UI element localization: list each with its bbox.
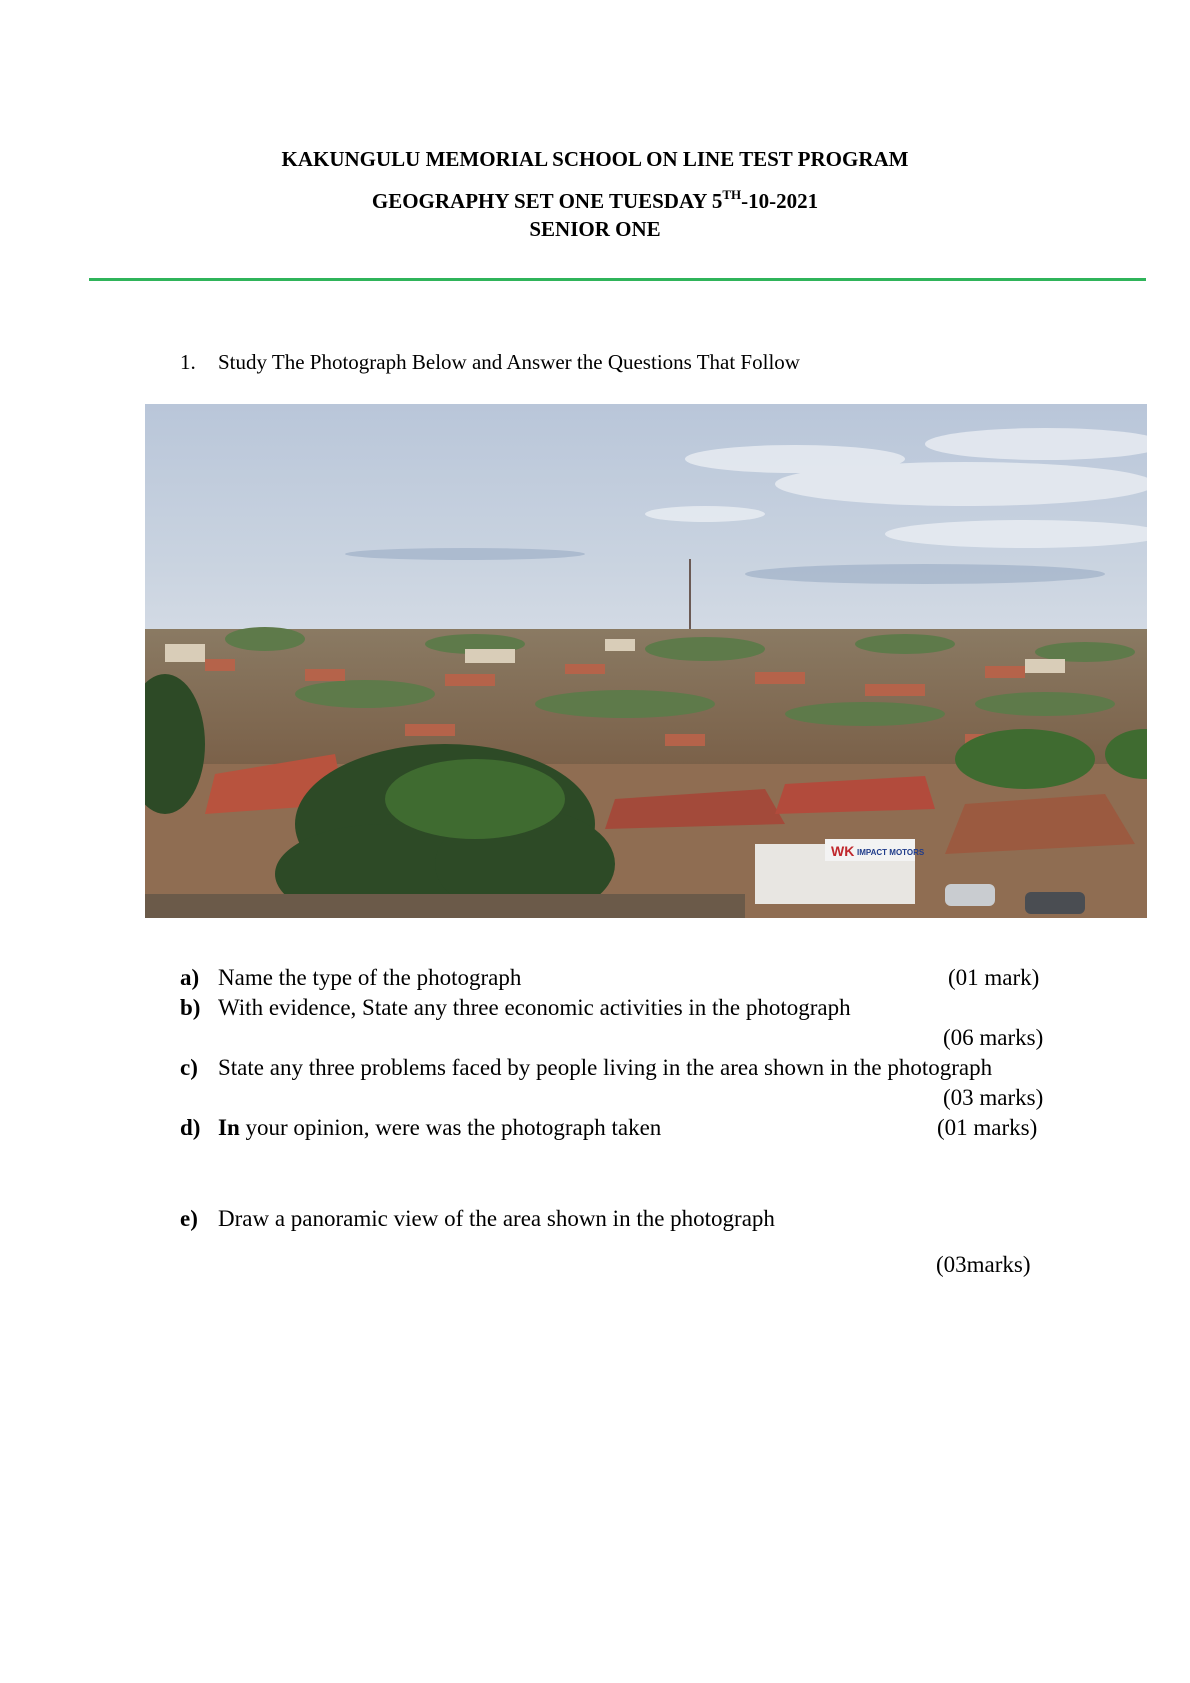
- marks-e: (03marks): [936, 1252, 1031, 1277]
- subquestion-text: Name the type of the photograph: [218, 965, 522, 990]
- marks-a: (01 mark): [948, 965, 1040, 990]
- subquestion-text: Draw a panoramic view of the area shown in the photograph: [218, 1206, 775, 1231]
- subquestion-label: d): [180, 1115, 201, 1140]
- subquestion-text: With evidence, State any three economic activities in the photograph: [218, 995, 851, 1020]
- subquestion-a: [180, 964, 521, 992]
- question-number: 1.: [180, 350, 196, 374]
- city-photograph: [145, 404, 1147, 918]
- exam-title: [0, 188, 1190, 214]
- subquestion-text: your opinion, were was the photograph taken: [239, 1115, 662, 1140]
- marks-c: (03 marks): [943, 1085, 1044, 1110]
- marks-d: (01 marks): [937, 1115, 1038, 1140]
- school-title: KAKUNGULU MEMORIAL SCHOOL ON LINE TEST PROGRAM: [281, 147, 909, 171]
- subquestion-d: [180, 1114, 661, 1142]
- subquestion-label: b): [180, 995, 201, 1020]
- exam-title-date: -10-2021: [741, 189, 819, 213]
- marks-b: (06 marks): [943, 1025, 1044, 1050]
- header-divider: [89, 278, 1146, 281]
- exam-title-prefix: GEOGRAPHY SET ONE TUESDAY 5: [371, 189, 723, 213]
- exam-title-ordinal: TH: [722, 187, 742, 202]
- subquestion-label: e): [180, 1206, 198, 1231]
- question-1: [180, 349, 800, 375]
- subquestion-e: [180, 1205, 775, 1233]
- subquestion-lead: In: [218, 1115, 240, 1140]
- subquestion-b: [180, 994, 851, 1022]
- question-text: Study The Photograph Below and Answer the Questions That Follow: [218, 350, 800, 374]
- sign-text-big: WK: [831, 843, 855, 859]
- subquestion-label: a): [180, 965, 200, 990]
- subquestion-c: [180, 1054, 992, 1082]
- class-title: SENIOR ONE: [529, 217, 661, 241]
- sign-text-small: IMPACT MOTORS: [857, 848, 925, 857]
- subquestion-text: State any three problems faced by people living in the area shown in the photograph: [218, 1055, 993, 1080]
- subquestion-label: c): [180, 1055, 198, 1080]
